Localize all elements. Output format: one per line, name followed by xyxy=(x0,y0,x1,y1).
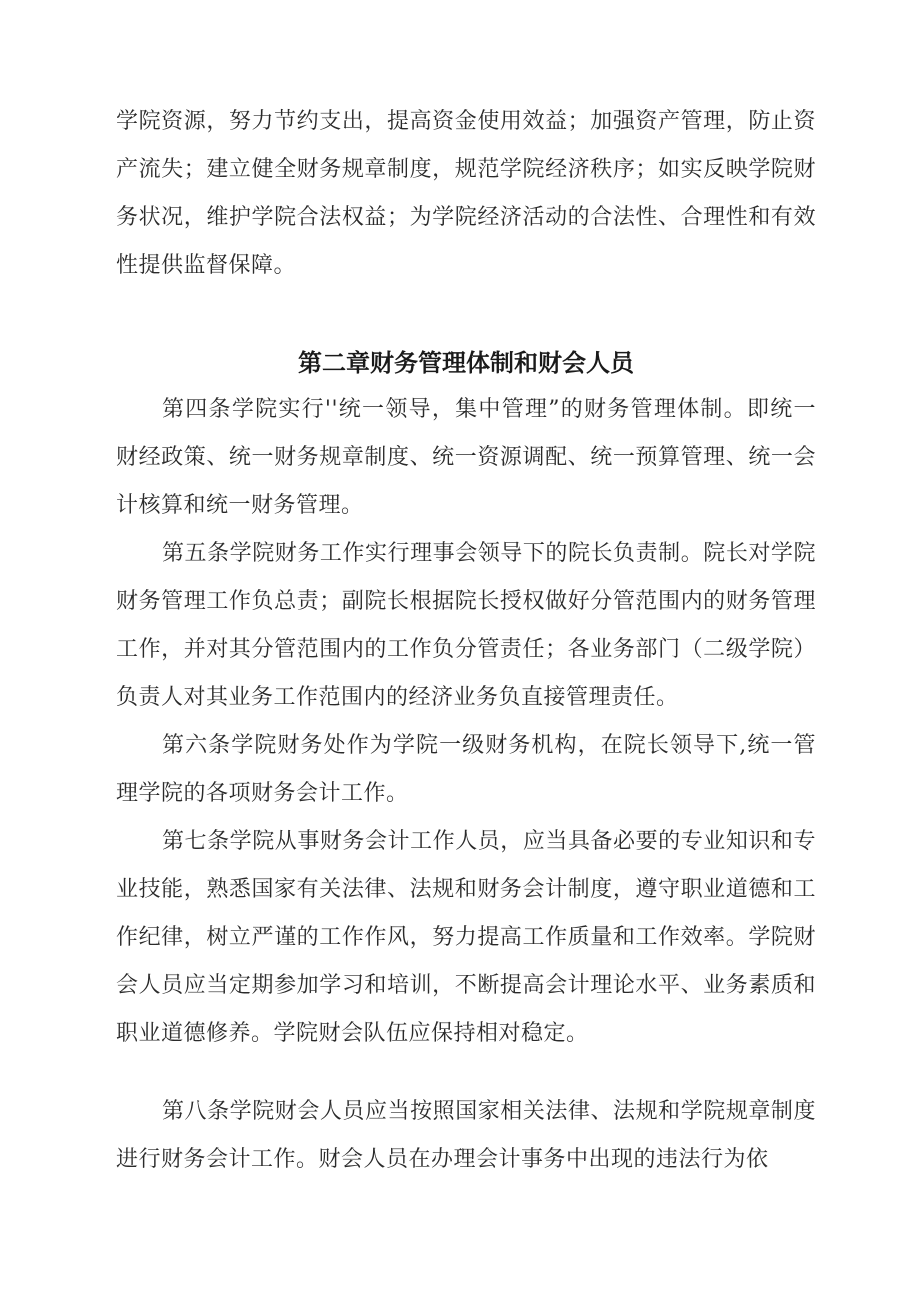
article-4-paragraph: 第四条学院实行''统一领导，集中管理”的财务管理体制。即统一财经政策、统一财务规章制度、统一资源调配、统一预算管理、统一会计核算和统一财务管理。 xyxy=(116,397,816,518)
article-5-paragraph: 第五条学院财务工作实行理事会领导下的院长负责制。院长对学院财务管理工作负总责；副院长根据院长授权做好分管范围内的财务管理工作，并对其分管范围内的工作负分管责任；各业务部门（二级学院）负责人对其业务工作范围内的经济业务负直接管理责任。 xyxy=(116,541,816,710)
chapter-section xyxy=(116,346,816,380)
article-7-paragraph: 第七条学院从事财务会计工作人员，应当具备必要的专业知识和专业技能，熟悉国家有关法律、法规和财务会计制度，遵守职业道德和工作纪律，树立严谨的工作作风，努力提高工作质量和工作效率。学院财会人员应当定期参加学习和培训，不断提高会计理论水平、业务素质和职业道德修养。学院财会队伍应保持相对稳定。 xyxy=(116,829,816,1046)
chapter-title: 第二章财务管理体制和财会人员 xyxy=(298,349,634,377)
intro-paragraph: 学院资源，努力节约支出，提高资金使用效益；加强资产管理，防止资产流失；建立健全财务规章制度，规范学院经济秩序；如实反映学院财务状况，维护学院合法权益；为学院经济活动的合法性、合理性和有效性提供监督保障。 xyxy=(116,109,816,278)
document-body xyxy=(116,98,816,290)
article-8-block xyxy=(116,1088,816,1184)
articles-block xyxy=(116,386,816,1058)
article-6-paragraph: 第六条学院财务处作为学院一级财务机构，在院长领导下,统一管理学院的各项财务会计工作。 xyxy=(116,733,816,806)
article-8-paragraph: 第八条学院财会人员应当按照国家相关法律、法规和学院规章制度进行财务会计工作。财会人员在办理会计事务中出现的违法行为依 xyxy=(116,1099,816,1172)
